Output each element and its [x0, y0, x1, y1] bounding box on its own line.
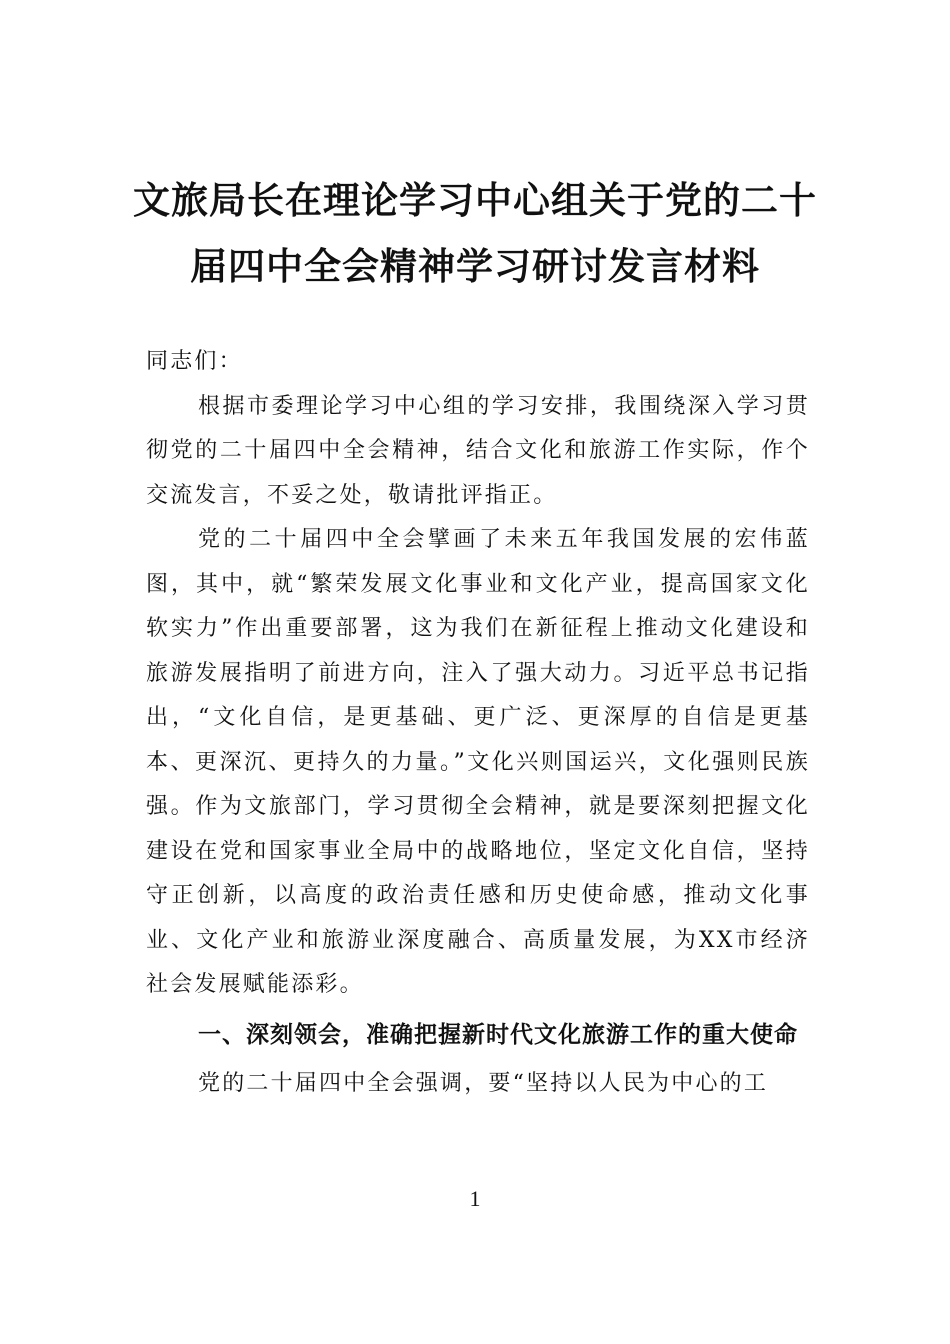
- document-title-line-1: 文旅局长在理论学习中心组关于党的二十: [133, 179, 817, 222]
- document-title-line-2: 届四中全会精神学习研讨发言材料: [190, 245, 760, 288]
- document-body: [146, 340, 810, 1106]
- section-heading-1: 一、深刻领会，准确把握新时代文化旅游工作的重大使命: [198, 1021, 798, 1048]
- page-number: 1: [469, 1186, 481, 1211]
- paragraph-intro: 根据市委理论学习中心组的学习安排，我围绕深入学习贯彻党的二十届四中全会精神，结合文化和旅游工作实际，作个交流发言，不妥之处，敬请批评指正。: [146, 393, 810, 508]
- section-paragraph-1: 党的二十届四中全会强调，要“坚持以人民为中心的工: [198, 1070, 769, 1096]
- paragraph-main: 党的二十届四中全会擘画了未来五年我国发展的宏伟蓝图，其中，就“繁荣发展文化事业和文化产业，提高国家文化软实力”作出重要部署，这为我们在新征程上推动文化建设和旅游发展指明了前进方向，注入了强大动力。习近平总书记指出，“文化自信，是更基础、更广泛、更深厚的自信是更基本、更深沉、更持久的力量。”文化兴则国运兴，文化强则民族强。作为文旅部门，学习贯彻全会精神，就是要深刻把握文化建设在党和国家事业全局中的战略地位，坚定文化自信，坚持守正创新，以高度的政治责任感和历史使命感，推动文化事业、文化产业和旅游业深度融合、高质量发展，为XX市经济社会发展赋能添彩。: [146, 527, 810, 997]
- salutation: 同志们：: [146, 349, 243, 374]
